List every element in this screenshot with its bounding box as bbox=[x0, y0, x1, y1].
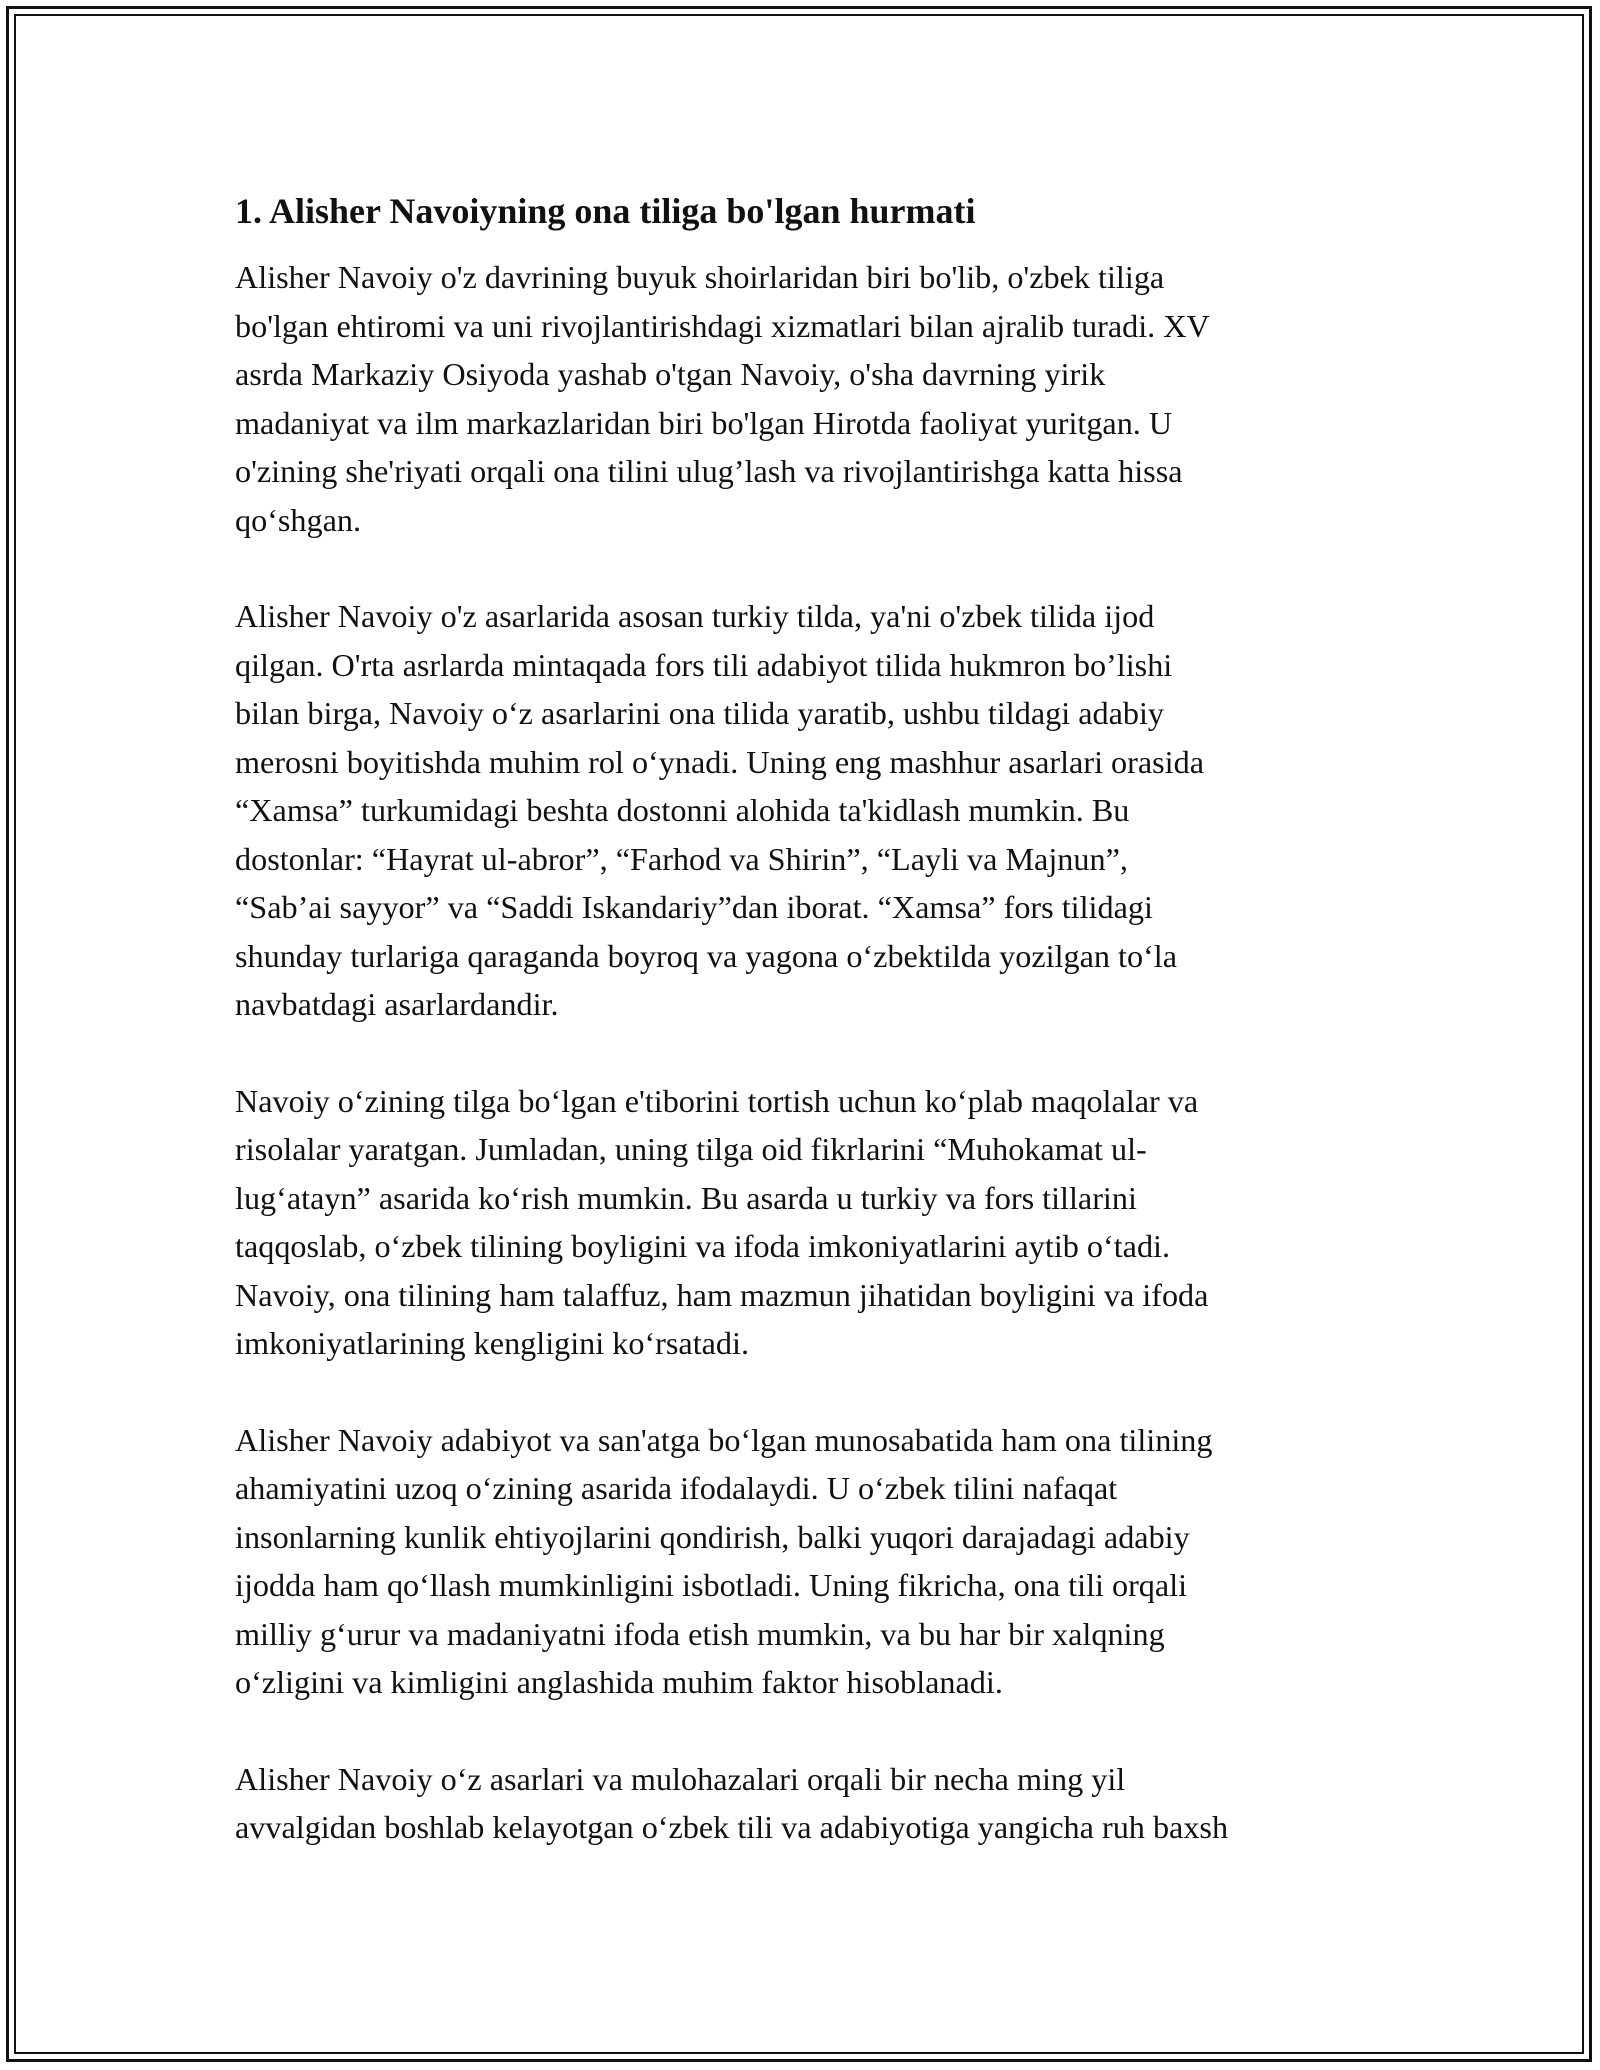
text-line: asrda Markaziy Osiyoda yashab o'tgan Navoiy, o'sha davrning yirik bbox=[235, 356, 1106, 393]
section-heading: 1. Alisher Navoiyning ona tiliga bo'lgan hurmati bbox=[235, 191, 976, 231]
text-line: ahamiyatini uzoq o‘zining asarida ifodalaydi. U o‘zbek tilini nafaqat bbox=[235, 1470, 1118, 1507]
text-line: o'zining she'riyati orqali ona tilini ulug’lash va rivojlantirishga katta hissa bbox=[235, 453, 1183, 490]
text-line: insonlarning kunlik ehtiyojlarini qondirish, balki yuqori darajadagi adabiy bbox=[235, 1518, 1190, 1555]
text-line: ijodda ham qo‘llash mumkinligini isbotladi. Uning fikricha, ona tili orqali bbox=[235, 1567, 1188, 1604]
text-line: Alisher Navoiy adabiyot va san'atga bo‘lgan munosabatida ham ona tilining bbox=[235, 1421, 1213, 1458]
text-line: bo'lgan ehtiromi va uni rivojlantirishdagi xizmatlari bilan ajralib turadi. XV bbox=[235, 307, 1210, 344]
text-line: Alisher Navoiy o‘z asarlari va mulohazalari orqali bir necha ming yil bbox=[235, 1760, 1126, 1797]
text-line: qo‘shgan. bbox=[235, 501, 362, 538]
paragraph-1 bbox=[235, 253, 1375, 544]
text-line: avvalgidan boshlab kelayotgan o‘zbek tili va adabiyotiga yangicha ruh baxsh bbox=[235, 1809, 1229, 1846]
text-line: Alisher Navoiy o'z davrining buyuk shoirlaridan biri bo'lib, o'zbek tiliga bbox=[235, 259, 1165, 296]
document-body bbox=[235, 180, 1375, 1900]
paragraph-5 bbox=[235, 1755, 1375, 1852]
text-line: Navoiy o‘zining tilga bo‘lgan e'tiborini tortish uchun ko‘plab maqolalar va bbox=[235, 1082, 1199, 1119]
text-line: shunday turlariga qaraganda boyroq va yagona o‘zbektilda yozilgan to‘la bbox=[235, 937, 1178, 974]
text-line: taqqoslab, o‘zbek tilining boyligini va ifoda imkoniyatlarini aytib o‘tadi. bbox=[235, 1228, 1171, 1265]
text-line: risolalar yaratgan. Jumladan, uning tilga oid fikrlarini “Muhokamat ul- bbox=[235, 1131, 1147, 1168]
paragraph-3 bbox=[235, 1077, 1375, 1368]
text-line: “Xamsa” turkumidagi beshta dostonni alohida ta'kidlash mumkin. Bu bbox=[235, 792, 1130, 829]
text-line: madaniyat va ilm markazlaridan biri bo'lgan Hirotda faoliyat yuritgan. U bbox=[235, 404, 1173, 441]
text-line: Alisher Navoiy o'z asarlarida asosan turkiy tilda, ya'ni o'zbek tilida ijod bbox=[235, 598, 1155, 635]
text-line: o‘zligini va kimligini anglashida muhim faktor hisoblanadi. bbox=[235, 1664, 1003, 1701]
paragraph-2 bbox=[235, 592, 1375, 1029]
text-line: bilan birga, Navoiy o‘z asarlarini ona tilida yaratib, ushbu tildagi adabiy bbox=[235, 695, 1165, 732]
text-line: navbatdagi asarlardandir. bbox=[235, 986, 559, 1023]
text-line: lug‘atayn” asarida ko‘rish mumkin. Bu asarda u turkiy va fors tillarini bbox=[235, 1179, 1137, 1216]
text-line: merosni boyitishda muhim rol o‘ynadi. Uning eng mashhur asarlari orasida bbox=[235, 743, 1205, 780]
text-line: dostonlar: “Hayrat ul-abror”, “Farhod va Shirin”, “Layli va Majnun”, bbox=[235, 840, 1128, 877]
text-line: imkoniyatlarining kengligini ko‘rsatadi. bbox=[235, 1325, 750, 1362]
text-line: qilgan. O'rta asrlarda mintaqada fors tili adabiyot tilida hukmron bo’lishi bbox=[235, 646, 1173, 683]
text-line: milliy g‘urur va madaniyatni ifoda etish mumkin, va bu har bir xalqning bbox=[235, 1615, 1165, 1652]
text-line: Navoiy, ona tilining ham talaffuz, ham mazmun jihatidan boyligini va ifoda bbox=[235, 1276, 1209, 1313]
text-line: “Sab’ai sayyor” va “Saddi Iskandariy”dan iborat. “Xamsa” fors tilidagi bbox=[235, 889, 1153, 926]
paragraph-4 bbox=[235, 1416, 1375, 1707]
